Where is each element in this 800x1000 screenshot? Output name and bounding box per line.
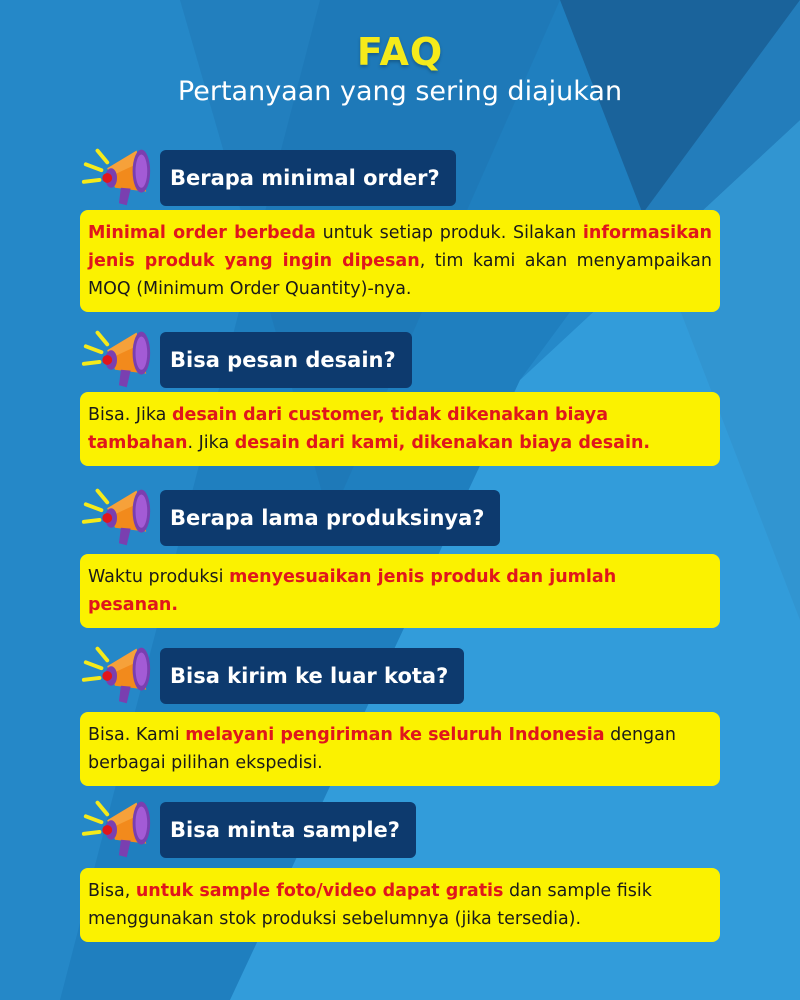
faq-question: Bisa pesan desain? [160, 332, 412, 388]
faq-answer [80, 554, 720, 628]
answer-text: Bisa, [88, 881, 136, 901]
answer-text: Bisa. Kami [88, 725, 186, 745]
answer-text: Waktu produksi [88, 567, 230, 587]
faq-question: Berapa minimal order? [160, 150, 456, 206]
faq-answer [80, 210, 720, 312]
answer-text: desain dari kami, dikenakan biaya desain. [234, 433, 651, 453]
answer-text: menyesuaikan jenis produk dan jumlah pesanan. [88, 567, 617, 615]
answer-text: informasikan jenis produk yang ingin dipesan [88, 223, 712, 271]
answer-text: desain dari customer, tidak dikenakan biaya tambahan [88, 405, 609, 453]
answer-text: . Jika [187, 433, 235, 453]
megaphone-icon [78, 322, 156, 394]
answer-text: Bisa. Jika [88, 405, 172, 425]
page-subtitle: Pertanyaan yang sering diajukan [177, 76, 623, 107]
answer-text: dan sample fisik menggunakan stok produksi sebelumnya (jika tersedia). [88, 881, 652, 929]
faq-answer [80, 712, 720, 786]
megaphone-icon [78, 638, 156, 710]
page-title: FAQ [356, 30, 444, 74]
faq-question: Bisa minta sample? [160, 802, 416, 858]
answer-text: untuk setiap produk. Silakan [315, 223, 583, 243]
answer-text: untuk sample foto/video dapat gratis [135, 881, 504, 901]
megaphone-icon [78, 792, 156, 864]
answer-text: melayani pengiriman ke seluruh Indonesia [185, 725, 605, 745]
faq-question: Bisa kirim ke luar kota? [160, 648, 464, 704]
answer-text: dengan berbagai pilihan ekspedisi. [88, 725, 676, 773]
faq-answer [80, 392, 720, 466]
header [0, 30, 800, 107]
faq-question: Berapa lama produksinya? [160, 490, 500, 546]
megaphone-icon [78, 480, 156, 552]
megaphone-icon [78, 140, 156, 212]
faq-answer [80, 868, 720, 942]
answer-text: Minimal order berbeda [88, 223, 316, 243]
answer-text: , tim kami akan menyampaikan MOQ (Minimum Order Quantity)-nya. [88, 251, 712, 299]
